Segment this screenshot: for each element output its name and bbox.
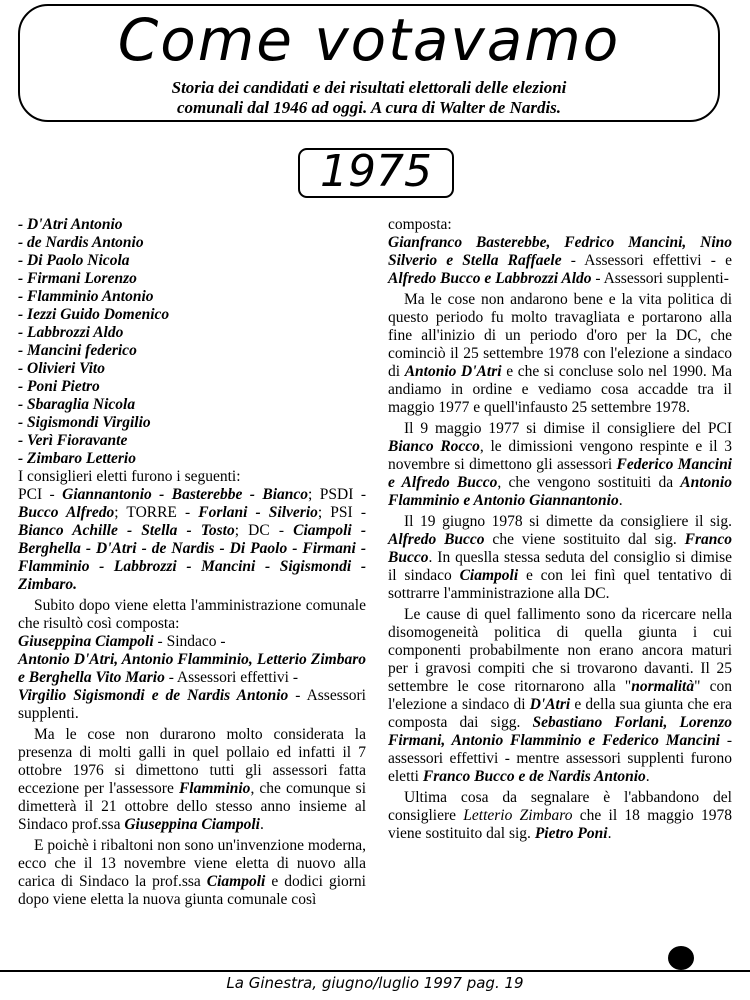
text-run: . [607,825,612,842]
name-run: Alfredo Bucco e Labbrozzi Aldo [388,270,592,287]
candidates-list [18,216,366,468]
footer-citation: La Ginestra, giugno/luglio 1997 pag. 19 [226,974,524,992]
name-run: Virgilio Sigismondi e de Nardis Antonio [18,687,289,704]
text-run: Il 9 maggio 1977 si dimise il consigliere del PCI [404,420,732,437]
subtitle-line-1: Storia dei candidati e dei risultati elettorali delle elezioni [171,78,567,97]
text-run: Ma le cose non durarono molto considerata la presenza di molti galli in quel pollaio ed infatti il 7 ottobre 1976 si dimettono tutti gli assessori fatta eccezione per l'assessore [18,726,366,797]
name-run: Franco Bucco [388,531,732,566]
text-run: composta: [388,216,452,233]
text-run: che il 18 maggio 1978 viene sostituito dal sig. [388,807,732,842]
candidate-item: - Poni Pietro [18,378,100,395]
name-run: Federico Mancini e Alfredo Bucco [388,456,732,491]
name-run: Giuseppina Ciampoli [18,633,154,650]
text-run: e che si concluse solo nel 1990. Ma andiamo in ordine e vediamo cosa accadde tra il maggio 1977 e quell'infausto 25 settembre 1978. [388,363,732,416]
party-names: Ciampoli - Berghella - D'Atri - de Nardis - Di Paolo - Firmani - Flamminio - Labbrozzi - Mancini - Sigismondi - Zimbaro [18,522,366,593]
page-title: Come votavamo [117,6,621,74]
text-run: . [645,768,650,785]
text-run: - Assessori effettivi - [164,669,299,686]
left-column [18,216,366,909]
text-run: . [259,816,264,833]
name-run: Ciampoli [459,567,519,584]
candidate-item: - Di Paolo Nicola [18,252,130,269]
paragraph-june-1978 [388,513,732,603]
punctuation: . [73,576,77,593]
name-run: Antonio Flamminio e Antonio Giannantonio [388,474,732,509]
party-names: Bianco Achille - Stella - Tosto [18,522,235,539]
paragraph-ribaltoni [18,837,366,909]
name-run: Flamminio [178,780,251,797]
text-run: , le dimissioni vengono respinte e il 3 novembre si dimettono gli assessori [388,438,732,473]
text-run: . In queslla stessa seduta del consiglio si dimise il sindaco [388,549,732,584]
candidate-item: - Olivieri Vito [18,360,105,377]
name-run: Bianco Rocco [388,438,480,455]
elected-councillors [18,486,366,594]
paragraph-administration [18,597,366,723]
party-label: ; TORRE - [114,504,199,521]
party-names: Forlani - Silverio [198,504,318,521]
candidate-item: - Verì Fioravante [18,432,128,449]
candidate-item: - Firmani Lorenzo [18,270,137,287]
name-run: Sebastiano Forlani, Lorenzo Firmani, Antonio Flamminio e Federico Mancini [388,714,732,749]
paragraph-dc-era [388,291,732,417]
elected-intro: I consiglieri eletti furono i seguenti: [18,468,241,485]
party-label: ; PSDI - [308,486,366,503]
candidate-item: - D'Atri Antonio [18,216,123,233]
text-run: e della sua giunta che era composta dai sigg. [388,696,733,731]
text-run: - assessori effettivi - mentre assessori supplenti furono eletti [388,732,732,785]
party-names: Giannantonio - Basterebbe - Bianco [62,486,309,503]
footer-rule [0,970,750,972]
name-run: Franco Bucco e de Nardis Antonio [422,768,646,785]
paragraph-composition [388,216,732,288]
name-run: Letterio Zimbaro [463,807,573,824]
text-run: e con lei finì quel tentativo di sottrarre l'amministrazione alla DC. [388,567,732,602]
paragraph-last-note [388,789,732,843]
name-run: normalità [631,678,695,695]
text-run: Subito dopo viene eletta l'amministrazione comunale che risultò così composta: [18,597,366,632]
paragraph-may-1977 [388,420,732,510]
text-run: - Assessori supplenti. [18,687,366,722]
text-run: , che vengono sostituiti da [497,474,681,491]
name-run: Alfredo Bucco [388,531,485,548]
candidate-item: - Sigismondi Virgilio [18,414,151,431]
text-run: Ultima cosa da segnalare è l'abbandono del consigliere [388,789,732,824]
candidate-item: - Zimbaro Letterio [18,450,136,467]
right-column [388,216,732,843]
text-run: E poichè i ribaltoni non sono un'invenzione moderna, ecco che il 13 novembre viene eletta di nuovo alla carica di Sindaco la prof.ssa [18,837,366,890]
text-run: " con l'elezione a sindaco di [388,678,732,713]
candidate-item: - Labbrozzi Aldo [18,324,124,341]
text-run: - Assessori supplenti- [591,270,729,287]
candidate-item: - Flamminio Antonio [18,288,154,305]
name-run: Antonio D'Atri [404,363,502,380]
party-names: Bucco Alfredo [18,504,115,521]
party-label: ; DC - [234,522,294,539]
name-run: Pietro Poni [534,825,608,842]
text-run: e dodici giorni dopo viene eletta la nuova giunta comunale così [18,873,366,908]
text-run: che viene sostituito dal sig. [484,531,685,548]
candidate-item: - Mancini federico [18,342,137,359]
text-run: Il 19 giugno 1978 si dimette da consigliere il sig. [404,513,732,530]
paragraph-causes [388,606,732,786]
page-subtitle [20,78,718,118]
subtitle-line-2: comunali dal 1946 ad oggi. A cura di Walter de Nardis. [176,98,562,117]
end-mark-dot [668,946,694,970]
text-run: Le cause di quel fallimento sono da ricercare nella disomogeneità politica di quella giunta i cui componenti probabilmente non erano ancora maturi per i gravosi compiti che si trovarono davanti. Il 25 settembre le cose ritornarono alla " [388,606,732,695]
text-run: Ma le cose non andarono bene e la vita politica di questo periodo fu molto travagliata e portarono alla fine all'inizio di un periodo d'oro per la DC, che cominciò il 25 settembre 1978 con l'elezione a sindaco di [388,291,732,380]
candidate-item: - Iezzi Guido Domenico [18,306,170,323]
text-run: . [618,492,623,509]
candidate-item: - de Nardis Antonio [18,234,144,251]
header-box [18,4,720,122]
year-badge: 1975 [298,148,454,198]
name-run: Ciampoli [206,873,266,890]
party-label: PCI - [18,486,63,503]
name-run: D'Atri [529,696,571,713]
text-run: - Assessori effettivi - e [561,252,732,269]
name-run: Antonio D'Atri, Antonio Flamminio, Letterio Zimbaro e Berghella Vito Mario [18,651,366,686]
text-run: , che comunque si dimetterà il 21 ottobre dello stesso anno insieme al Sindaco prof.ssa [18,780,366,833]
party-label: ; PSI - [317,504,366,521]
candidate-item: - Sbaraglia Nicola [18,396,136,413]
name-run: Giuseppina Ciampoli [124,816,260,833]
paragraph-resignations [18,726,366,834]
text-run: - Sindaco - [153,633,226,650]
name-run: Gianfranco Basterebbe, Fedrico Mancini, Nino Silverio e Stella Raffaele [388,234,732,269]
